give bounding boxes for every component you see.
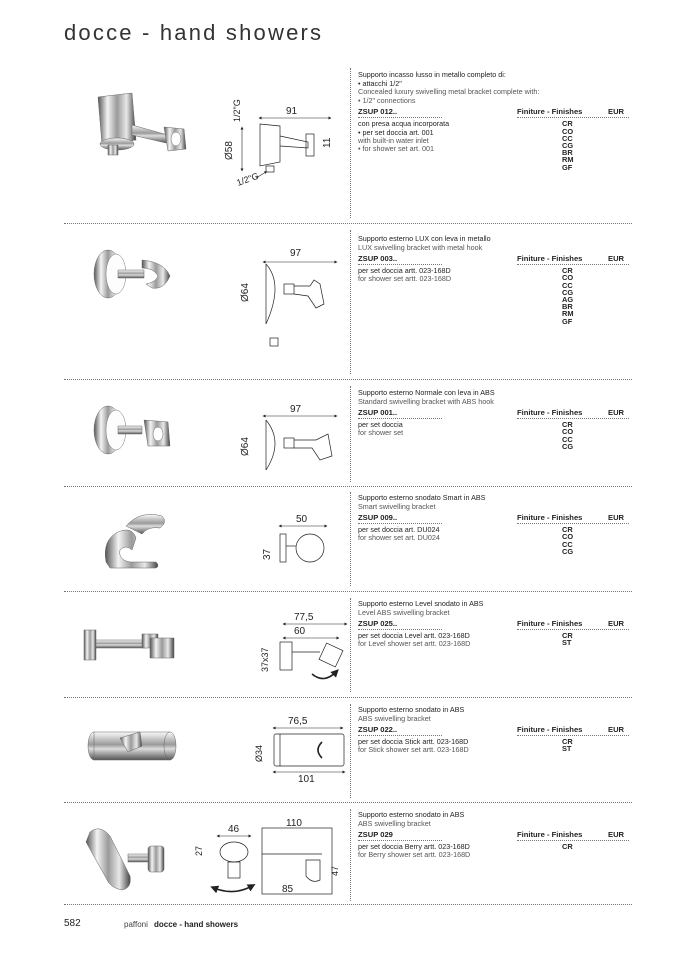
dimension-label: 101 — [298, 774, 315, 785]
page-title: docce - hand showers — [64, 20, 324, 45]
dimension-label: 97 — [290, 404, 302, 415]
footer-brand: paffoni — [124, 920, 148, 929]
usage-it: per set doccia Level artt. 023-168D — [358, 631, 470, 641]
dimension-label: Ø34 — [254, 744, 264, 762]
dimension-label: 1/2"G — [232, 99, 242, 122]
product-info-zsup025 — [358, 600, 632, 649]
finish-code: GF — [562, 162, 573, 172]
dimension-label: 91 — [286, 106, 298, 117]
finish-code: CR — [562, 266, 573, 276]
product-code: ZSUP 003.. — [358, 254, 398, 264]
eur-header: EUR — [608, 254, 625, 264]
description-en-bullet: • 1/2" connections — [358, 95, 416, 105]
finish-code: CC — [562, 280, 573, 290]
product-code: ZSUP 001.. — [358, 408, 398, 418]
column-divider — [350, 68, 351, 218]
description-it: Supporto esterno Normale con leva in ABS — [358, 388, 495, 397]
finish-code: CO — [562, 126, 574, 136]
product-info-zsup022 — [358, 706, 632, 755]
description-it: Supporto esterno snodato in ABS — [358, 705, 465, 714]
usage-it: con presa acqua incorporata — [358, 119, 450, 129]
finish-code: RM — [562, 155, 574, 165]
finish-code: BR — [562, 148, 573, 158]
finish-code: CC — [562, 434, 573, 444]
product-code: ZSUP 025.. — [358, 619, 398, 629]
eur-header: EUR — [608, 725, 625, 735]
description-en: ABS swivelling bracket — [358, 818, 431, 828]
finish-code: ST — [562, 638, 572, 648]
usage-it: per set doccia artt. 023-168D — [358, 266, 451, 276]
dimension-label: 77,5 — [294, 612, 314, 623]
description-it: Supporto esterno snodato in ABS — [358, 810, 465, 819]
product-photo-bracket-stick — [84, 722, 184, 772]
finishes-list — [562, 843, 573, 850]
finishes-header: Finiture - Finishes — [517, 830, 583, 840]
eur-header: EUR — [608, 408, 625, 418]
description-it: Supporto esterno LUX con leva in metallo — [358, 234, 491, 243]
usage-en: for shower set artt. 023-168D — [358, 274, 452, 284]
finishes-header: Finiture - Finishes — [517, 725, 583, 735]
description-en: Smart swivelling bracket — [358, 501, 436, 511]
dimension-label: 85 — [282, 884, 294, 895]
technical-drawing-zsup029-front — [190, 816, 264, 898]
product-info-zsup009 — [358, 493, 632, 556]
finish-code: RM — [562, 309, 574, 319]
finish-code: CR — [562, 420, 573, 430]
dimension-label: 1/2"G — [235, 170, 261, 188]
finishes-list — [562, 738, 573, 752]
dimension-label: 50 — [296, 514, 308, 525]
dimension-label: 97 — [290, 248, 302, 259]
finish-code: AG — [562, 294, 574, 304]
row-divider — [64, 223, 632, 224]
description-en: Concealed luxury swivelling metal bracket complete with: — [358, 87, 540, 97]
eur-header: EUR — [608, 619, 625, 629]
finish-code: ST — [562, 744, 572, 754]
usage-it-2: • per set doccia art. 001 — [358, 127, 434, 137]
dimension-label: 11 — [322, 137, 333, 148]
usage-en: for shower set — [358, 428, 404, 438]
page-number: 582 — [64, 918, 81, 929]
finish-code: CR — [562, 737, 573, 747]
finish-code: BR — [562, 302, 573, 312]
dimension-label: 27 — [194, 845, 204, 856]
description-en: LUX swivelling bracket with metal hook — [358, 242, 483, 252]
eur-header: EUR — [608, 107, 625, 117]
product-info-zsup003 — [358, 234, 632, 326]
product-photo-bracket-lux — [86, 240, 186, 310]
usage-en: for Stick shower set artt. 023-168D — [358, 745, 469, 755]
product-photo-bracket-smart — [96, 504, 186, 574]
finishes-header: Finiture - Finishes — [517, 619, 583, 629]
dimension-label: 46 — [228, 824, 240, 835]
row-divider — [64, 697, 632, 698]
finishes-header: Finiture - Finishes — [517, 254, 583, 264]
finish-code: CO — [562, 532, 574, 542]
description-en: ABS swivelling bracket — [358, 713, 431, 723]
product-code: ZSUP 012.. — [358, 107, 398, 117]
technical-drawing-zsup009 — [258, 508, 348, 574]
technical-drawing-zsup001 — [232, 398, 352, 478]
description-it: Supporto incasso lusso in metallo completo di: — [358, 70, 506, 79]
usage-en-2: • for shower set art. 001 — [358, 143, 435, 153]
product-info-zsup001 — [358, 388, 632, 451]
finish-code: CO — [562, 427, 574, 437]
eur-header: EUR — [608, 513, 625, 523]
finishes-header: Finiture - Finishes — [517, 107, 583, 117]
finish-code: CG — [562, 546, 574, 556]
technical-drawing-zsup012 — [218, 92, 346, 192]
dimension-label: 47 — [330, 865, 340, 876]
row-divider — [64, 379, 632, 380]
description-it: Supporto esterno Level snodato in ABS — [358, 599, 484, 608]
product-photo-bracket-standard — [86, 396, 186, 466]
product-info-zsup029 — [358, 811, 632, 860]
finishes-list — [562, 632, 573, 646]
finishes-list — [562, 526, 573, 555]
finish-code: CG — [562, 287, 574, 297]
column-divider — [350, 809, 351, 901]
finish-code: CG — [562, 441, 574, 451]
column-divider — [350, 492, 351, 586]
footer-section: docce - hand showers — [154, 920, 239, 929]
row-divider — [64, 802, 632, 803]
finishes-header: Finiture - Finishes — [517, 408, 583, 418]
usage-it: per set doccia Stick artt. 023-168D — [358, 737, 469, 747]
product-photo-bracket-concealed — [80, 85, 200, 165]
usage-en: for Berry shower set artt. 023-168D — [358, 850, 471, 860]
row-divider — [64, 486, 632, 487]
finishes-list — [562, 120, 574, 170]
description-en: Level ABS swivelling bracket — [358, 607, 450, 617]
dimension-label: 37 — [262, 548, 273, 560]
dimension-label: Ø64 — [240, 283, 251, 302]
description-en: Standard swivelling bracket with ABS hook — [358, 396, 494, 406]
product-code: ZSUP 009.. — [358, 513, 398, 523]
technical-drawing-zsup003 — [232, 240, 352, 350]
dimension-label: 60 — [294, 626, 306, 637]
description-it: Supporto esterno snodato Smart in ABS — [358, 493, 486, 502]
finish-code: CR — [562, 842, 573, 852]
technical-drawing-zsup022 — [250, 712, 350, 786]
usage-it: per set doccia art. DU024 — [358, 525, 440, 535]
description-it-bullet: • attacchi 1/2" — [358, 78, 402, 88]
product-code: ZSUP 029 — [358, 830, 393, 840]
product-photo-bracket-level — [80, 620, 190, 670]
usage-en: for Level shower set artt. 023-168D — [358, 639, 471, 649]
usage-it: per set doccia — [358, 420, 403, 430]
dimension-label: 76,5 — [288, 716, 308, 727]
row-divider — [64, 591, 632, 592]
finish-code: CG — [562, 140, 574, 150]
dimension-label: 37x37 — [260, 647, 270, 672]
finish-code: CR — [562, 525, 573, 535]
dimension-label: 110 — [286, 818, 302, 829]
finishes-header: Finiture - Finishes — [517, 513, 583, 523]
finish-code: CO — [562, 273, 574, 283]
finish-code: CR — [562, 119, 573, 129]
technical-drawing-zsup025 — [258, 608, 352, 688]
row-divider — [64, 904, 632, 905]
product-code: ZSUP 022.. — [358, 725, 398, 735]
eur-header: EUR — [608, 830, 625, 840]
product-photo-bracket-berry — [80, 818, 180, 894]
finishes-list — [562, 267, 574, 325]
usage-en: for shower set art. DU024 — [358, 533, 440, 543]
column-divider — [350, 704, 351, 798]
technical-drawing-zsup029-side — [254, 814, 350, 898]
finish-code: GF — [562, 316, 573, 326]
usage-en: with built-in water inlet — [358, 135, 429, 145]
finish-code: CC — [562, 133, 573, 143]
usage-it: per set doccia Berry artt. 023-168D — [358, 842, 470, 852]
finishes-list — [562, 421, 573, 450]
product-info-zsup012 — [358, 70, 632, 172]
finish-code: CC — [562, 539, 573, 549]
dimension-label: Ø64 — [240, 437, 251, 456]
dimension-label: Ø58 — [224, 141, 235, 160]
finish-code: CR — [562, 631, 573, 641]
